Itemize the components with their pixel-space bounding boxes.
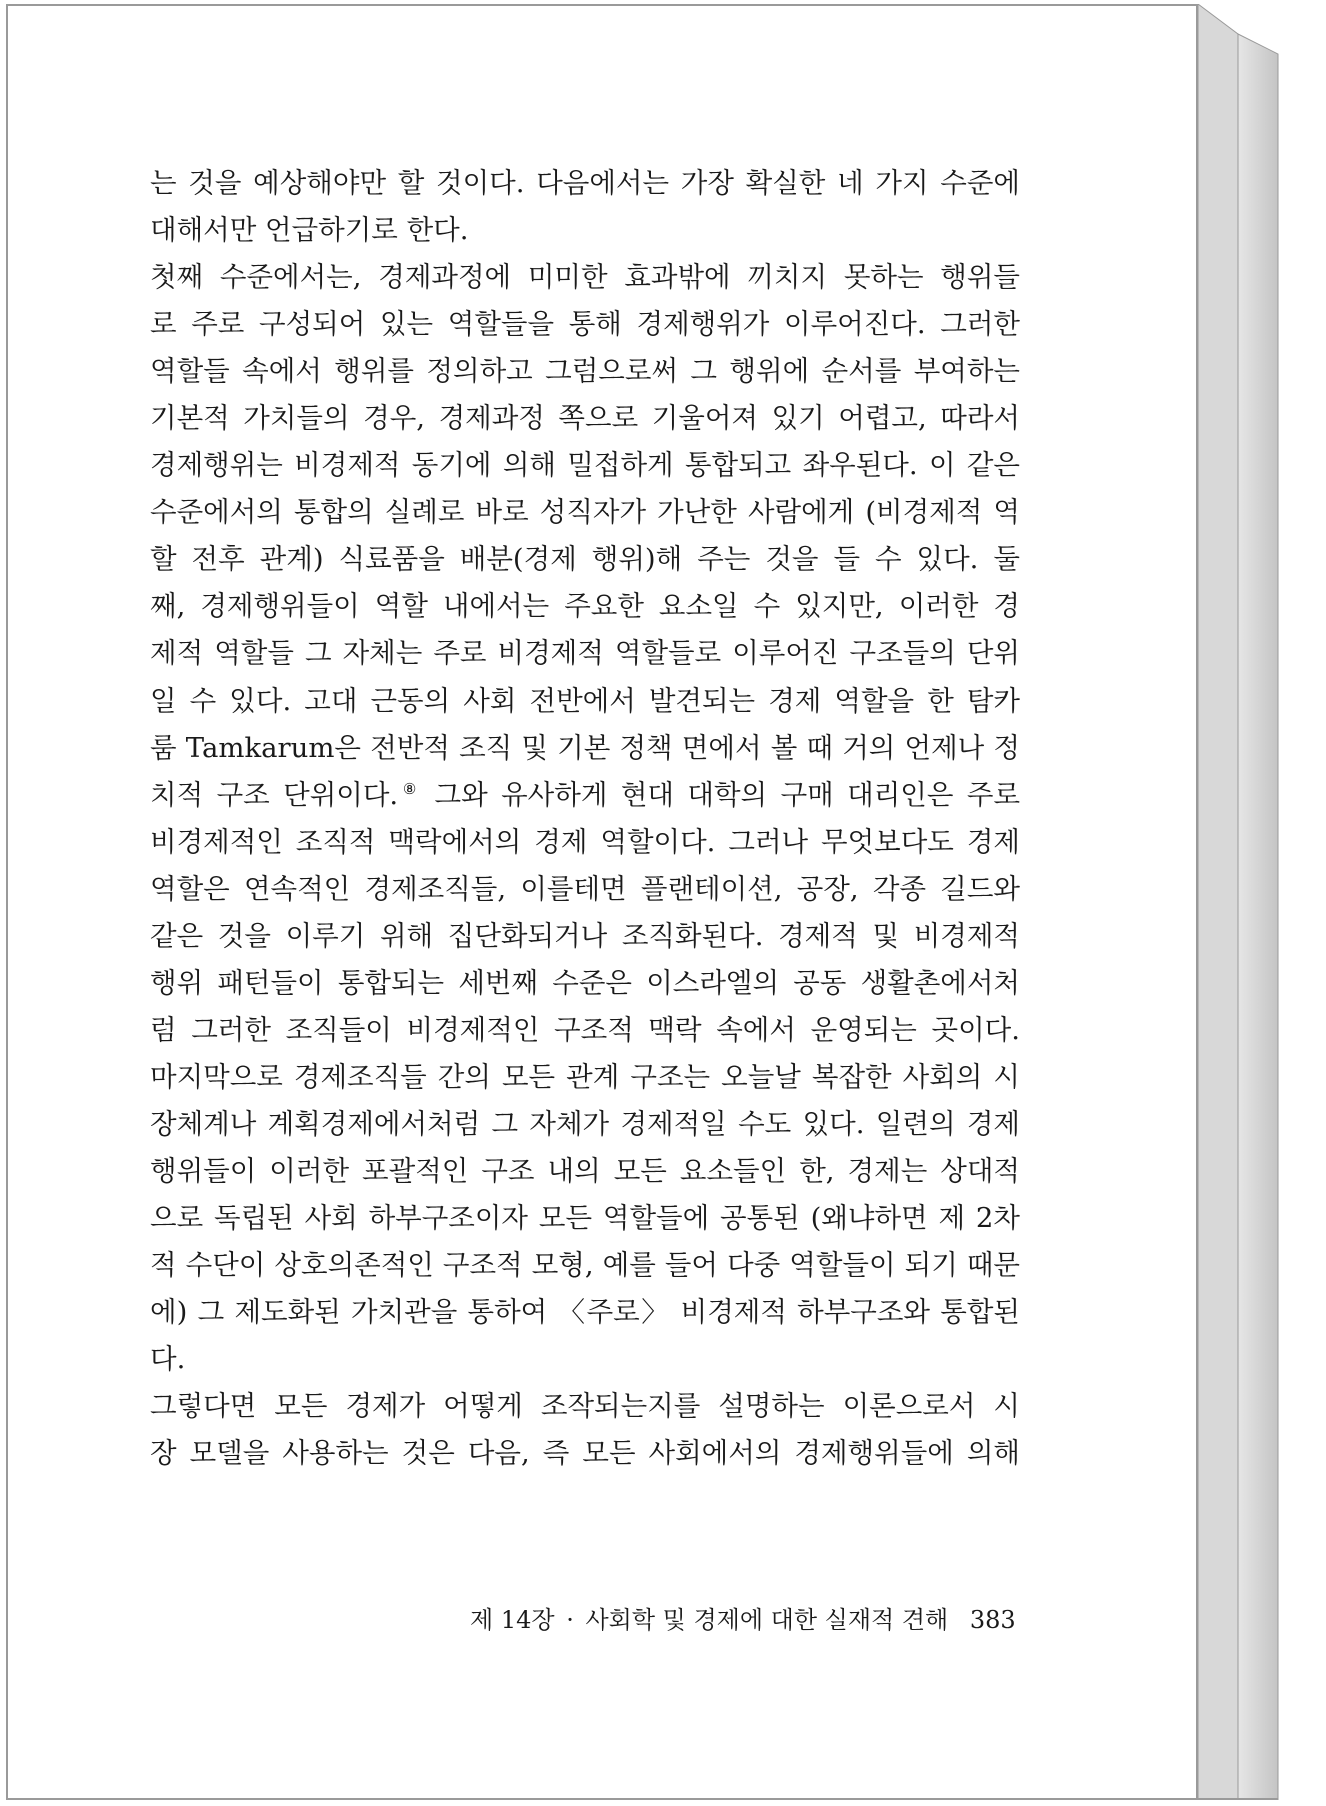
text-line-content: 는 것을 예상해야만 할 것이다. 다음에서는 가장 확실한 네 가지 수준에: [150, 167, 1020, 199]
text-line-content: 치적 구조 단위이다.: [150, 778, 399, 811]
text-line-content: 행위 패턴들이 통합되는 세번째 수준은 이스라엘의 공동 생활촌에서처: [150, 966, 1020, 999]
text-line: [150, 395, 1020, 442]
text-line-content: 룸 Tamkarum은 전반적 조직 및 기본 정책 면에서 볼 때 거의 언제나 정: [150, 731, 1020, 764]
footnote-marker: ⑧: [398, 779, 422, 798]
text-line: [150, 630, 1020, 677]
text-line-content: 첫째 수준에서는, 경제과정에 미미한 효과밖에 끼치지 못하는 행위들: [150, 261, 1020, 294]
text-line-content: 제적 역할들 그 자체는 주로 비경제적 역할들로 이루어진 구조들의 단위: [150, 637, 1020, 670]
text-line-content: 다.: [150, 1343, 186, 1376]
text-line: [150, 1289, 1020, 1336]
text-line-content: 비경제적인 조직적 맥락에서의 경제 역할이다. 그러나 무엇보다도 경제: [150, 825, 1020, 858]
footer-separator: ·: [566, 1606, 574, 1634]
running-footer: [470, 1600, 1016, 1640]
text-line: [150, 1242, 1020, 1289]
text-line: [150, 1336, 1020, 1383]
text-line-content: 일 수 있다. 고대 근동의 사회 전반에서 발견되는 경제 역할을 한 탐카: [150, 684, 1020, 717]
text-line-content: 할 전후 관계) 식료품을 배분(경제 행위)해 주는 것을 들 수 있다. 둘: [150, 543, 1020, 576]
text-line: [150, 725, 1020, 772]
text-line-content: 수준에서의 통합의 실례로 바로 성직자가 가난한 사람에게 (비경제적 역: [150, 496, 1020, 529]
text-line: [150, 1383, 1020, 1430]
text-line: [150, 583, 1020, 630]
text-line-content: 그렇다면 모든 경제가 어떻게 조작되는지를 설명하는 이론으로서 시: [150, 1390, 1020, 1423]
page-number: 383: [969, 1606, 1016, 1634]
text-line: [150, 489, 1020, 536]
text-line-content: 로 주로 구성되어 있는 역할들을 통해 경제행위가 이루어진다. 그러한: [150, 308, 1020, 341]
text-line-content: 역할들 속에서 행위를 정의하고 그럼으로써 그 행위에 순서를 부여하는: [150, 355, 1020, 388]
text-line-content: 으로 독립된 사회 하부구조이자 모든 역할들에 공통된 (왜냐하면 제 2차: [150, 1202, 1020, 1235]
footer-chapter-title: 사회학 및 경제에 대한 실재적 견해: [585, 1606, 949, 1634]
text-line: [150, 160, 1020, 207]
text-line: [150, 1195, 1020, 1242]
text-line-content: 에) 그 제도화된 가치관을 통하여 〈주로〉 비경제적 하부구조와 통합된: [150, 1296, 1020, 1329]
text-line-content: 마지막으로 경제조직들 간의 모든 관계 구조는 오늘날 복잡한 사회의 시: [150, 1060, 1020, 1093]
text-line-content: 역할은 연속적인 경제조직들, 이를테면 플랜테이션, 공장, 각종 길드와: [150, 872, 1020, 905]
footer-chapter: 제 14장: [470, 1606, 555, 1634]
text-line: [150, 207, 1020, 254]
text-line-content: 적 수단이 상호의존적인 구조적 모형, 예를 들어 다중 역할들이 되기 때문: [150, 1249, 1020, 1282]
text-line: [150, 254, 1020, 301]
text-line: [150, 536, 1020, 583]
text-line-content: 경제행위는 비경제적 동기에 의해 밀접하게 통합되고 좌우된다. 이 같은: [150, 449, 1020, 482]
text-line: [150, 1430, 1020, 1477]
text-line-content: 장체계나 계획경제에서처럼 그 자체가 경제적일 수도 있다. 일련의 경제: [150, 1107, 1020, 1140]
text-line: [150, 866, 1020, 913]
text-line: [150, 1101, 1020, 1148]
text-line-content: 째, 경제행위들이 역할 내에서는 주요한 요소일 수 있지만, 이러한 경: [150, 590, 1020, 623]
text-line: [150, 1007, 1020, 1054]
text-line: [150, 301, 1020, 348]
text-line: [150, 819, 1020, 866]
text-line: [150, 1148, 1020, 1195]
book-page-edge: [1198, 4, 1318, 1800]
text-line: [150, 960, 1020, 1007]
text-line-content: 그와 유사하게 현대 대학의 구매 대리인은 주로: [421, 778, 1021, 811]
text-line-content: 럼 그러한 조직들이 비경제적인 구조적 맥락 속에서 운영되는 곳이다.: [150, 1013, 1020, 1046]
text-line-content: 같은 것을 이루기 위해 집단화되거나 조직화된다. 경제적 및 비경제적: [150, 919, 1020, 952]
text-line-content: 기본적 가치들의 경우, 경제과정 쪽으로 기울어져 있기 어렵고, 따라서: [150, 402, 1020, 435]
text-line: [150, 772, 1020, 819]
text-line-content: 행위들이 이러한 포괄적인 구조 내의 모든 요소들인 한, 경제는 상대적: [150, 1154, 1020, 1187]
text-line: [150, 442, 1020, 489]
text-line-content: 장 모델을 사용하는 것은 다음, 즉 모든 사회에서의 경제행위들에 의해: [150, 1437, 1020, 1470]
body-text: [150, 160, 1020, 1477]
text-line: [150, 348, 1020, 395]
text-line: [150, 1054, 1020, 1101]
text-line-content: 대해서만 언급하기로 한다.: [150, 214, 469, 247]
text-line: [150, 913, 1020, 960]
text-line: [150, 678, 1020, 725]
